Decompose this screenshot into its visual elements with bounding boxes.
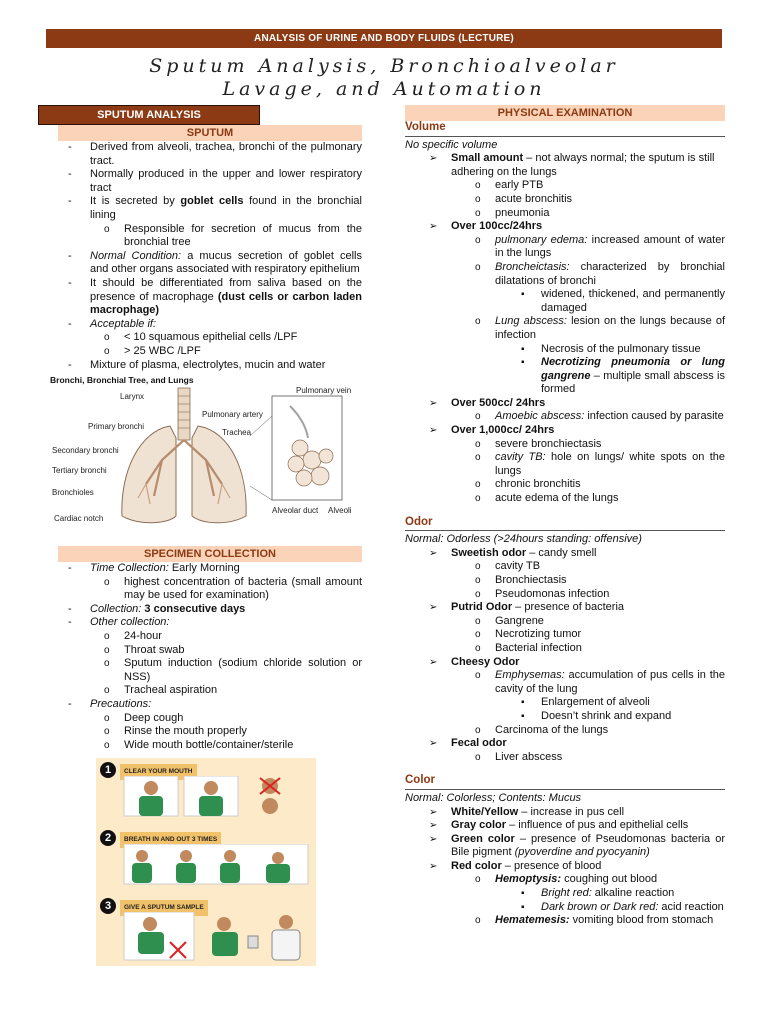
- list-item: o acute bronchitis: [451, 193, 725, 207]
- list-item: o Amoebic abscess: infection caused by parasite: [451, 410, 725, 424]
- label-primary-bronchi: Primary bronchi: [88, 422, 145, 432]
- list-item: o highest concentration of bacteria (small amount may be used for examination): [90, 576, 362, 603]
- odor-heading: Odor: [405, 516, 725, 532]
- step-number: 1: [100, 762, 116, 778]
- list-item: o > 25 WBC /LPF: [90, 345, 362, 359]
- list-item: o acute edema of the lungs: [451, 492, 725, 506]
- list-item: - Normally produced in the upper and lower respiratory tract: [40, 168, 362, 195]
- list-item: o pulmonary edema: increased amount of water in the lungs: [451, 234, 725, 261]
- list-item: o Bacterial infection: [451, 642, 725, 656]
- list-item: ➢ Fecal odor o Liver abscess: [405, 737, 725, 764]
- list-item: ➢ Cheesy Odor o Emphysemas: accumulation of pus cells in the cavity of the lung ▪ Enlargement of alveoli ▪ Doesn’t shrink and expand o Carcinoma of the lungs: [405, 656, 725, 738]
- list-item: o Hematemesis: vomiting blood from stomach: [451, 914, 725, 928]
- label-bronchioles: Bronchioles: [52, 488, 94, 498]
- list-item: o Rinse the mouth properly: [90, 725, 362, 739]
- volume-list: [405, 152, 725, 505]
- list-item: o Pseudomonas infection: [451, 588, 725, 602]
- list-item: ➢ White/Yellow – increase in pus cell: [405, 806, 725, 820]
- step-title: CLEAR YOUR MOUTH: [120, 764, 197, 780]
- list-item: ▪ Doesn’t shrink and expand: [495, 710, 725, 724]
- step2-figure: [120, 844, 310, 886]
- label-cardiac-notch: Cardiac notch: [54, 514, 104, 524]
- page-title-line1: Sputum Analysis, Bronchioalveolar: [149, 55, 619, 77]
- list-item: ➢ Sweetish odor – candy smell o cavity TB o Bronchiectasis o Pseudomonas infection: [405, 547, 725, 601]
- list-item: o pneumonia: [451, 207, 725, 221]
- label-pulmonary-artery: Pulmonary artery: [202, 410, 263, 420]
- list-item: o Emphysemas: accumulation of pus cells in the cavity of the lung ▪ Enlargement of alveoli ▪ Doesn’t shrink and expand: [451, 669, 725, 723]
- list-item: o Hemoptysis: coughing out blood ▪ Bright red: alkaline reaction ▪ Dark brown or Dark red: acid reaction: [451, 873, 725, 914]
- list-item: ▪ Dark brown or Dark red: acid reaction: [495, 901, 725, 915]
- odor-list: [405, 547, 725, 765]
- list-item: o 24-hour: [90, 630, 362, 644]
- list-item: o Sputum induction (sodium chloride solution or NSS): [90, 657, 362, 684]
- step-title: GIVE A SPUTUM SAMPLE: [120, 900, 208, 916]
- step-number: 3: [100, 898, 116, 914]
- list-item: o early PTB: [451, 179, 725, 193]
- label-alveoli: Alveoli: [328, 506, 352, 516]
- list-item: ▪ Enlargement of alveoli: [495, 696, 725, 710]
- sputum-list: [40, 141, 362, 372]
- list-item: ➢ Over 100cc/24hrs o pulmonary edema: increased amount of water in the lungs o Broncheictasis: characterized by bronchial dilatations of bronchi ▪ widened, thickened, and permanently damaged o Lung abscess: lesion on the lungs because of infection ▪ Necrosis of the pulmonary tissue ▪ Necrotizing pneumonia or lung gangrene – multiple small abscess is formed: [405, 220, 725, 397]
- list-item: - Other collection: o 24-hour o Throat swab o Sputum induction (sodium chloride solution or NSS) o Tracheal aspiration: [40, 616, 362, 698]
- left-column: [40, 105, 362, 966]
- list-item: o Deep cough: [90, 712, 362, 726]
- sputum-analysis-heading: SPUTUM ANALYSIS: [38, 105, 260, 125]
- label-pulmonary-vein: Pulmonary vein: [296, 386, 352, 396]
- list-item: ➢ Putrid Odor – presence of bacteria o Gangrene o Necrotizing tumor o Bacterial infection: [405, 601, 725, 655]
- lungs-diagram: [50, 376, 360, 536]
- list-item: ➢ Red color – presence of blood o Hemoptysis: coughing out blood ▪ Bright red: alkaline reaction ▪ Dark brown or Dark red: acid reaction o Hematemesis: vomiting blood from stomach: [405, 860, 725, 928]
- list-item: ▪ Bright red: alkaline reaction: [495, 887, 725, 901]
- list-item: ➢ Gray color – influence of pus and epithelial cells: [405, 819, 725, 833]
- list-item: ➢ Green color – presence of Pseudomonas bacteria or Bile pigment (pyoverdine and pyocyanin): [405, 833, 725, 860]
- step-number: 2: [100, 830, 116, 846]
- course-banner: ANALYSIS OF URINE AND BODY FLUIDS (LECTURE): [46, 29, 722, 48]
- list-item: o < 10 squamous epithelial cells /LPF: [90, 331, 362, 345]
- label-larynx: Larynx: [120, 392, 145, 402]
- sputum-collection-steps: [96, 758, 316, 966]
- list-item: - Derived from alveoli, trachea, bronchi of the pulmonary tract.: [40, 141, 362, 168]
- step-title: BREATH IN AND OUT 3 TIMES: [120, 832, 221, 848]
- list-item: o Necrotizing tumor: [451, 628, 725, 642]
- list-item: o chronic bronchitis: [451, 478, 725, 492]
- list-item: o severe bronchiectasis: [451, 438, 725, 452]
- list-item: o Responsible for secretion of mucus from the bronchial tree: [90, 223, 362, 250]
- page-title-line2: Lavage, and Automation: [222, 78, 546, 100]
- list-item: o Liver abscess: [451, 751, 725, 765]
- volume-normal: No specific volume: [405, 138, 498, 151]
- color-normal: Normal: Colorless; Contents: Mucus: [405, 791, 582, 804]
- physical-examination-heading: PHYSICAL EXAMINATION: [405, 105, 725, 121]
- list-item: ▪ widened, thickened, and permanently damaged: [495, 288, 725, 315]
- list-item: o cavity TB: hole on lungs/ white spots on the lungs: [451, 451, 725, 478]
- list-item: o cavity TB: [451, 560, 725, 574]
- list-item: - Acceptable if: o < 10 squamous epithelial cells /LPF o > 25 WBC /LPF: [40, 318, 362, 359]
- label-tertiary-bronchi: Tertiary bronchi: [52, 466, 107, 476]
- list-item: ▪ Necrotizing pneumonia or lung gangrene – multiple small abscess is formed: [495, 356, 725, 397]
- list-item: o Bronchiectasis: [451, 574, 725, 588]
- list-item: - Time Collection: Early Morning o highest concentration of bacteria (small amount may be used for examination): [40, 562, 362, 603]
- step3-figure: [120, 912, 310, 962]
- list-item: o Lung abscess: lesion on the lungs because of infection ▪ Necrosis of the pulmonary tissue ▪ Necrotizing pneumonia or lung gangrene – multiple small abscess is formed: [451, 315, 725, 397]
- volume-heading: Volume: [405, 121, 725, 137]
- sputum-heading: SPUTUM: [58, 125, 362, 141]
- list-item: o Broncheictasis: characterized by bronchial dilatations of bronchi ▪ widened, thickened, and permanently damaged: [451, 261, 725, 315]
- list-item: - Precautions: o Deep cough o Rinse the mouth properly o Wide mouth bottle/container/sterile: [40, 698, 362, 752]
- specimen-list: [40, 562, 362, 752]
- specimen-collection-heading: SPECIMEN COLLECTION: [58, 546, 362, 562]
- color-heading: Color: [405, 774, 725, 790]
- list-item: - Collection: 3 consecutive days: [40, 603, 362, 617]
- list-item: - It is secreted by goblet cells found in the bronchial lining o Responsible for secretion of mucus from the bronchial tree: [40, 195, 362, 249]
- label-secondary-bronchi: Secondary bronchi: [52, 446, 119, 456]
- list-item: - Normal Condition: a mucus secretion of goblet cells and other organs associated with respiratory epithelium: [40, 250, 362, 277]
- list-item: ➢ Over 500cc/ 24hrs o Amoebic abscess: infection caused by parasite: [405, 397, 725, 424]
- list-item: ▪ Necrosis of the pulmonary tissue: [495, 343, 725, 357]
- list-item: - Mixture of plasma, electrolytes, mucin and water: [40, 359, 362, 373]
- list-item: o Gangrene: [451, 615, 725, 629]
- label-alveolar-duct: Alveolar duct: [272, 506, 319, 516]
- color-list: [405, 806, 725, 928]
- list-item: o Tracheal aspiration: [90, 684, 362, 698]
- right-column: [405, 105, 725, 928]
- label-trachea: Trachea: [222, 428, 252, 438]
- step1-figure: [120, 776, 310, 818]
- odor-normal: Normal: Odorless (>24hours standing: offensive): [405, 533, 642, 546]
- list-item: - It should be differentiated from saliva based on the presence of macrophage (dust cells or carbon laden macrophage): [40, 277, 362, 318]
- list-item: o Throat swab: [90, 644, 362, 658]
- diagram-title: Bronchi, Bronchial Tree, and Lungs: [50, 375, 194, 386]
- list-item: o Carcinoma of the lungs: [451, 724, 725, 738]
- list-item: ➢ Small amount – not always normal; the sputum is still adhering on the lungs o early PTB o acute bronchitis o pneumonia: [405, 152, 725, 220]
- list-item: o Wide mouth bottle/container/sterile: [90, 739, 362, 753]
- list-item: ➢ Over 1,000cc/ 24hrs o severe bronchiectasis o cavity TB: hole on lungs/ white spots on the lungs o chronic bronchitis o acute edema of the lungs: [405, 424, 725, 506]
